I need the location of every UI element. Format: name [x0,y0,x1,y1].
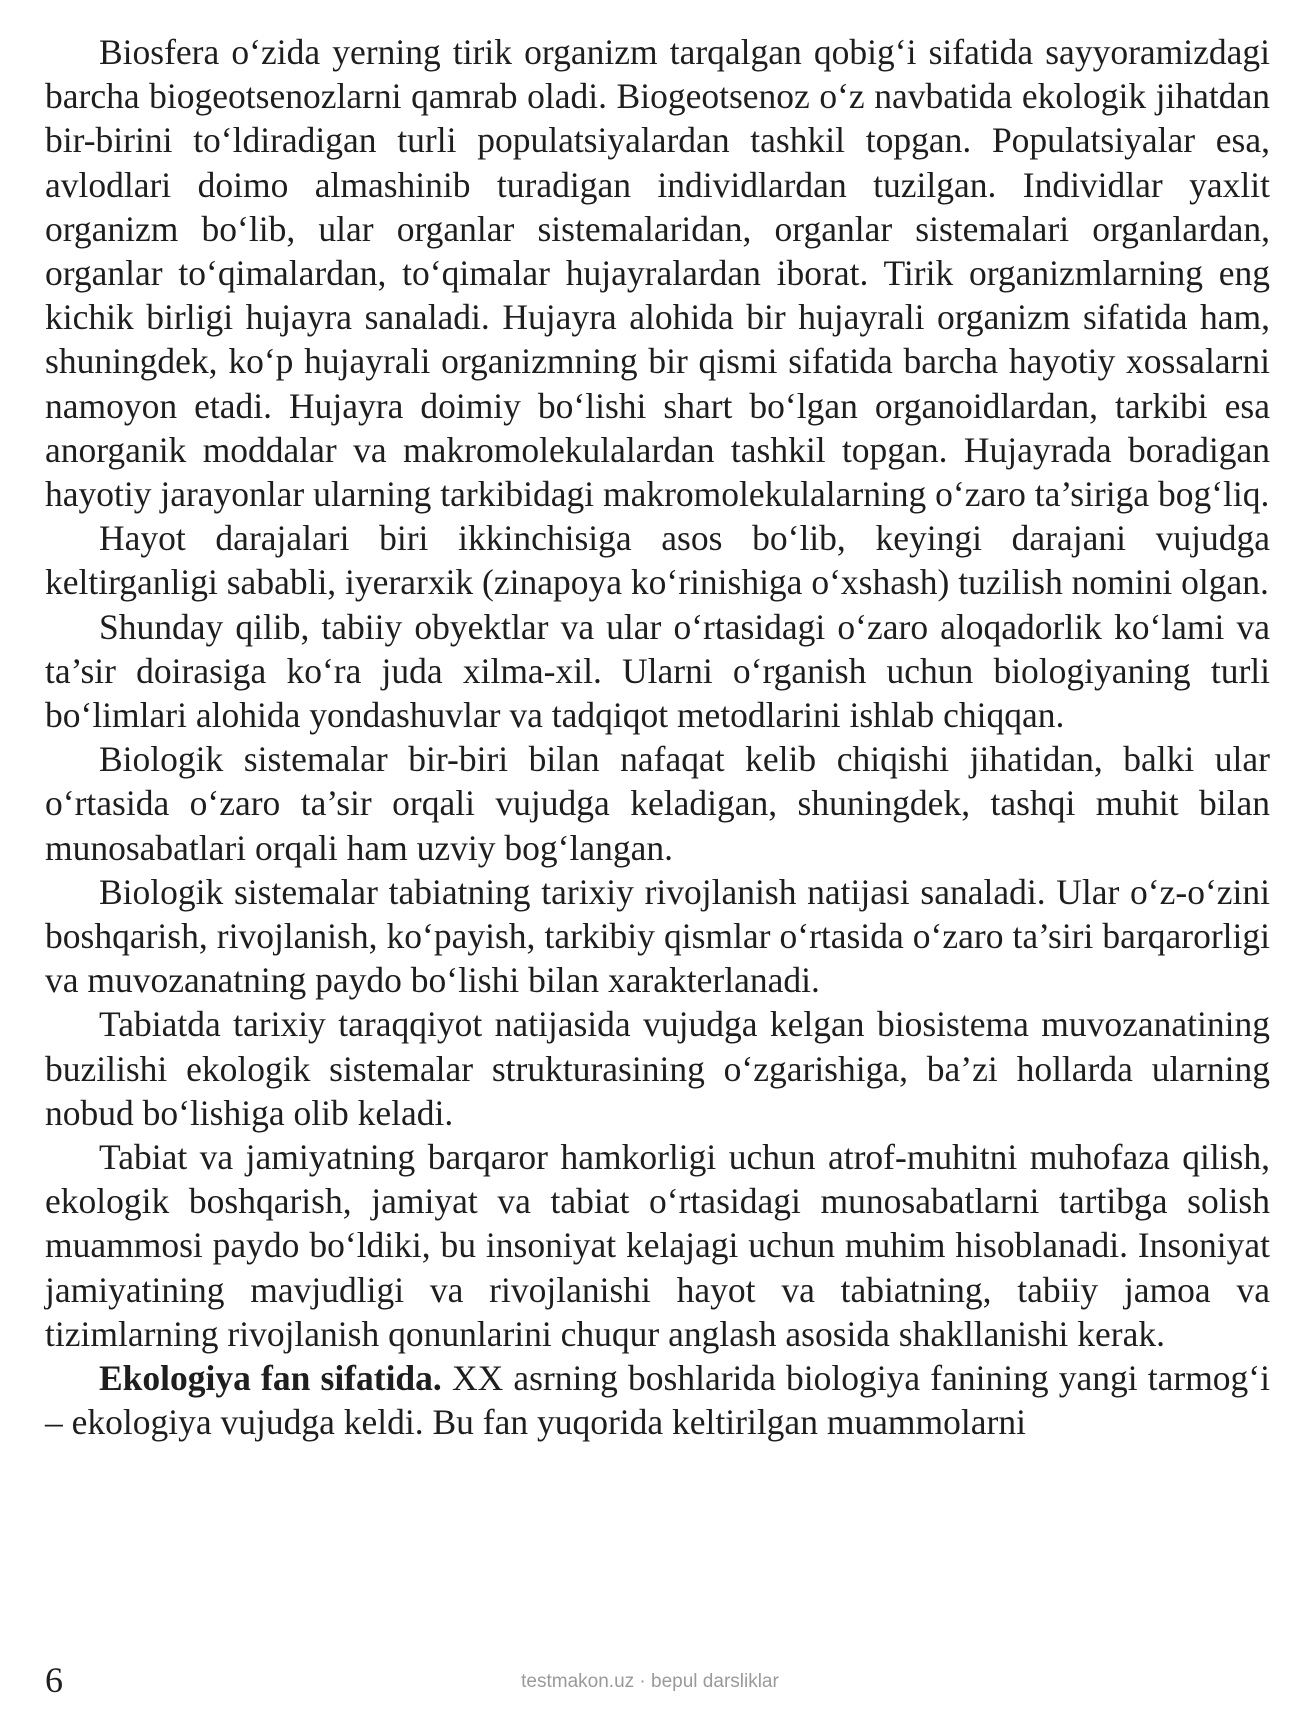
paragraph-biological-systems-history: Biologik sistemalar tabiatning tarixiy rivojlanish natijasi sanaladi. Ular o‘z-o‘zini boshqarish, rivojlanish, ko‘payish, tarkibiy qismlar o‘rtasida o‘zaro ta’siri barqarorligi va muvozanatning paydo bo‘lishi bilan xarakterlanadi. [45,871,1270,1001]
paragraph-ecology-section [45,1356,1270,1444]
paragraph-biosphere: Biosfera o‘zida yerning tirik organizm tarqalgan qobig‘i sifatida sayyoramizdagi barcha biogeotsenozlarni qamrab oladi. Biogeotsenoz o‘z navbatida ekologik jihatdan bir-birini to‘ldiradigan turli populatsiyalardan tashkil topgan. Populatsiyalar esa, avlodlari doimo almashinib turadigan individlardan tuzilgan. Individlar yaxlit organizm bo‘lib, ular organlar sistemalaridan, organlar sistemalari organlardan, organlar to‘qimalardan, to‘qimalar hujayralardan iborat. Tirik organizmlarning eng kichik birligi hujayra sanaladi. Hujayra alohida bir hujayrali organizm sifatida ham, shuningdek, ko‘p hujayrali organizmning bir qismi sifatida barcha hayotiy xossalarni namoyon etadi. Hujayra doimiy bo‘lishi shart bo‘lgan organoidlardan, tarkibi esa anorganik moddalar va makromolekulalardan tashkil topgan. Hujayrada boradigan hayotiy jarayonlar ularning tarkibidagi makromolekulalarning o‘zaro ta’siriga bog‘liq. [45,32,1270,515]
page-number: 6 [45,1660,63,1700]
paragraph-equilibrium: Tabiatda tarixiy taraqqiyot natijasida vujudga kelgan biosistema muvozanatining buzilishi ekologik sistemalar strukturasining o‘zgarishiga, ba’zi hollarda ularning nobud bo‘lishiga olib keladi. [45,1004,1270,1133]
page-footer [0,1660,1300,1700]
page-content [45,30,1270,1445]
section-text: XX asrning boshlarida biologiya fanining yangi tarmog‘i – ekologiya vujudga keldi. Bu fan yuqorida keltirilgan muammolarni [45,1358,1270,1443]
paragraph-society-nature: Tabiat va jamiyatning barqaror hamkorligi uchun atrof-muhitni muhofaza qilish, ekologik boshqarish, jamiyat va tabiat o‘rtasidagi munosabatlarni tartibga solish muammosi paydo bo‘ldiki, bu insoniyat kelajagi uchun muhim hisoblanadi. Insoniyat jamiyatining mavjudligi va rivojlanishi hayot va tabiatning, tabiiy jamoa va tizimlarning rivojlanish qonunlarini chuqur anglash asosida shakllanishi kerak. [45,1137,1270,1354]
watermark-text: testmakon.uz · bepul darsliklar [521,1671,779,1692]
paragraph-biological-systems-links: Biologik sistemalar bir-biri bilan nafaqat kelib chiqishi jihatidan, balki ular o‘rtasida o‘zaro ta’sir orqali vujudga keladigan, shuningdek, tashqi muhit bilan munosabatlari orqali ham uzviy bog‘langan. [45,739,1270,868]
paragraph-life-levels: Hayot darajalari biri ikkinchisiga asos bo‘lib, keyingi darajani vujudga keltirganligi sababli, iyerarxik (zinapoya ko‘rinishiga o‘xshash) tuzilish nomini olgan. [45,518,1270,603]
section-heading: Ekologiya fan sifatida. [99,1358,442,1399]
paragraph-natural-objects: Shunday qilib, tabiiy obyektlar va ular o‘rtasidagi o‘zaro aloqadorlik ko‘lami va ta’sir doirasiga ko‘ra juda xilma-xil. Ularni o‘rganish uchun biologiyaning turli bo‘limlari alohida yondashuvlar va tadqiqot metodlarini ishlab chiqqan. [45,606,1270,736]
